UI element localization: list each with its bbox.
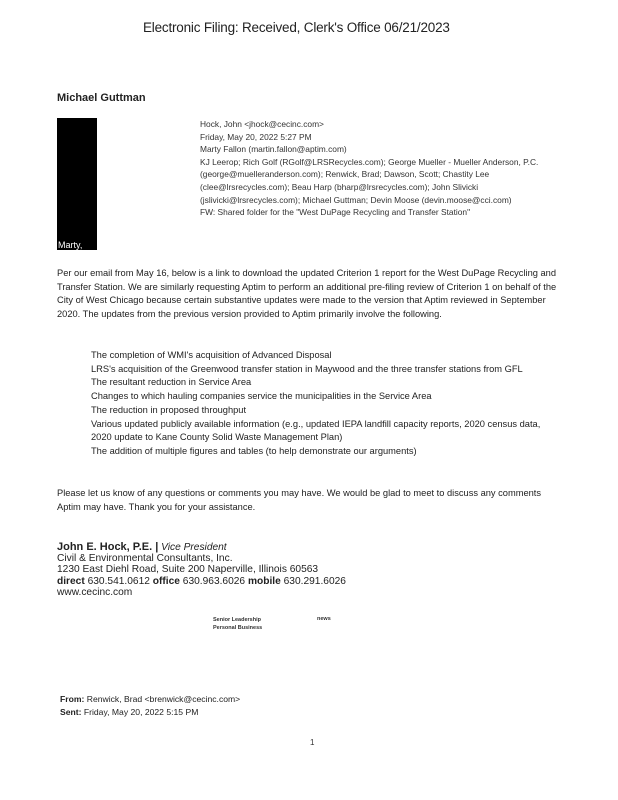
mobile-phone: 630.291.6026 <box>283 575 346 587</box>
from-value: Renwick, Brad <brenwick@cecinc.com> <box>86 694 241 704</box>
direct-label: direct <box>57 575 85 587</box>
intro-paragraph: Per our email from May 16, below is a link to download the updated Criterion 1 report for the West DuPage Recycling and Transfer Station. We are similarly requesting Aptim to perform an additional pre-filing review of Criterion 1 on behalf of the City of West Chicago because certain substantive updates were made to the version that Aptim reviewed in September 2020. The updates from the previous version provided to Aptim primarily involve the following. <box>57 268 557 319</box>
salutation: Marty, <box>58 240 83 250</box>
list-item: LRS's acquisition of the Greenwood transfer station in Maywood and the three transfer stations from GFL <box>91 363 523 374</box>
author-name: Michael Guttman <box>57 92 146 104</box>
signature-website[interactable]: www.cecinc.com <box>57 586 133 598</box>
signature-name: John E. Hock, P.E. | <box>57 541 159 553</box>
list-item: The completion of WMI's acquisition of Advanced Disposal <box>91 350 332 360</box>
tiny-text-line: Senior Leadership <box>213 617 261 623</box>
sent-value: Friday, May 20, 2022 5:15 PM <box>83 707 199 717</box>
direct-phone: 630.541.0612 <box>87 575 150 587</box>
tiny-text-block <box>213 616 262 632</box>
tiny-text-right: news <box>317 616 331 622</box>
email-header-line: FW: Shared folder for the "West DuPage Recycling and Transfer Station" <box>200 207 471 218</box>
email-header-line: Hock, John <jhock@cecinc.com> <box>200 119 324 129</box>
email-header-line: (clee@lrsrecycles.com); Beau Harp (bharp@lrsrecycles.com); John Slivicki <box>200 181 479 192</box>
email-header-line: (jslivicki@lrsrecycles.com); Michael Guttman; Devin Moose (devin.moose@cci.com) <box>200 194 512 205</box>
sent-label: Sent: <box>60 707 82 717</box>
email-header <box>200 118 600 219</box>
filing-stamp: Electronic Filing: Received, Clerk's Office 06/21/2023 <box>143 20 450 35</box>
updates-list <box>91 349 561 459</box>
email-header-line: Friday, May 20, 2022 5:27 PM <box>200 131 312 142</box>
list-item: The addition of multiple figures and tables (to help demonstrate our arguments) <box>91 445 417 456</box>
forwarded-header <box>60 693 240 719</box>
list-item: The reduction in proposed throughput <box>91 404 247 415</box>
from-label: From: <box>60 694 85 704</box>
email-header-line: KJ Leerop; Rich Golf (RGolf@LRSRecycles.com); George Mueller - Mueller Anderson, P.C. <box>200 156 539 167</box>
closing-paragraph: Please let us know of any questions or comments you may have. We would be glad to meet to discuss any comments Aptim may have. Thank you for your assistance. <box>57 488 542 512</box>
list-item: Changes to which hauling companies service the municipalities in the Service Area <box>91 391 432 402</box>
email-header-line: Marty Fallon (martin.fallon@aptim.com) <box>200 144 347 155</box>
signature-block <box>57 542 346 598</box>
page-number: 1 <box>310 738 315 747</box>
list-item: Various updated publicly available information (e.g., updated IEPA landfill capacity reports, 2020 census data, 2020 update to Kane County Solid Waste Management Plan) <box>91 418 541 443</box>
tiny-text-line: Personal Business <box>213 625 263 631</box>
redaction-block <box>57 118 97 250</box>
office-phone: 630.963.6026 <box>182 575 246 587</box>
signature-phones <box>57 576 346 587</box>
signature-title: Vice President <box>161 542 227 553</box>
signature-company: Civil & Environmental Consultants, Inc. <box>57 553 233 565</box>
mobile-label: mobile <box>247 575 281 587</box>
email-header-line: (george@muelleranderson.com); Renwick, Brad; Dawson, Scott; Chastity Lee <box>200 169 490 180</box>
signature-address: 1230 East Diehl Road, Suite 200 Naperville, Illinois 60563 <box>57 564 319 576</box>
office-label: office <box>152 575 180 587</box>
list-item: The resultant reduction in Service Area <box>91 377 252 388</box>
